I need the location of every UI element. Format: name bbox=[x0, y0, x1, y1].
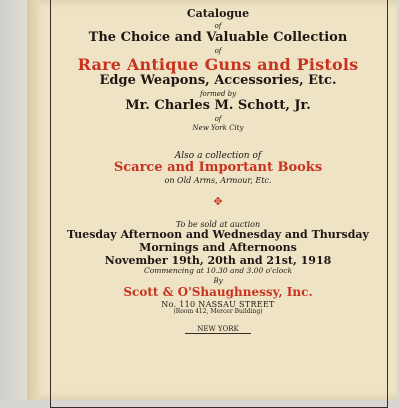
sale-days-line-1: Tuesday Afternoon and Wednesday and Thursday bbox=[67, 228, 369, 242]
by-word: By bbox=[213, 276, 223, 285]
of-word: of bbox=[214, 21, 222, 30]
page-spine bbox=[27, 0, 39, 400]
auctioneer-building: (Room 412, Mercer Building) bbox=[173, 307, 263, 315]
auctioneer-city: NEW YORK bbox=[185, 325, 251, 334]
title-page-content bbox=[52, 8, 384, 335]
collector-city: New York City bbox=[192, 124, 244, 133]
ornament-icon: ✥ bbox=[213, 194, 223, 208]
edge-weapons-heading: Edge Weapons, Accessories, Etc. bbox=[99, 73, 337, 89]
formed-by-text: formed by bbox=[199, 90, 237, 98]
books-subject: on Old Arms, Armour, Etc. bbox=[164, 176, 272, 186]
books-heading: Scarce and Important Books bbox=[113, 160, 323, 176]
scan-background bbox=[0, 0, 30, 400]
of-word: of bbox=[214, 114, 222, 123]
sale-times: Commencing at 10.30 and 3.00 o'clock bbox=[143, 266, 293, 276]
sold-at-auction-text: To be sold at auction bbox=[175, 220, 261, 230]
collector-name: Mr. Charles M. Schott, Jr. bbox=[125, 98, 311, 114]
of-word: of bbox=[214, 46, 222, 55]
sale-dates: November 19th, 20th and 21st, 1918 bbox=[104, 253, 332, 267]
auctioneer-name: Scott & O'Shaughnessy, Inc. bbox=[123, 284, 313, 299]
collection-heading: The Choice and Valuable Collection bbox=[88, 29, 348, 45]
also-collection-text: Also a collection of bbox=[174, 151, 262, 162]
catalogue-heading: Catalogue bbox=[186, 7, 250, 20]
sale-days-line-2: Mornings and Afternoons bbox=[139, 241, 297, 255]
auctioneer-street: No. 110 NASSAU STREET bbox=[161, 299, 275, 309]
guns-pistols-heading: Rare Antique Guns and Pistols bbox=[77, 54, 359, 74]
